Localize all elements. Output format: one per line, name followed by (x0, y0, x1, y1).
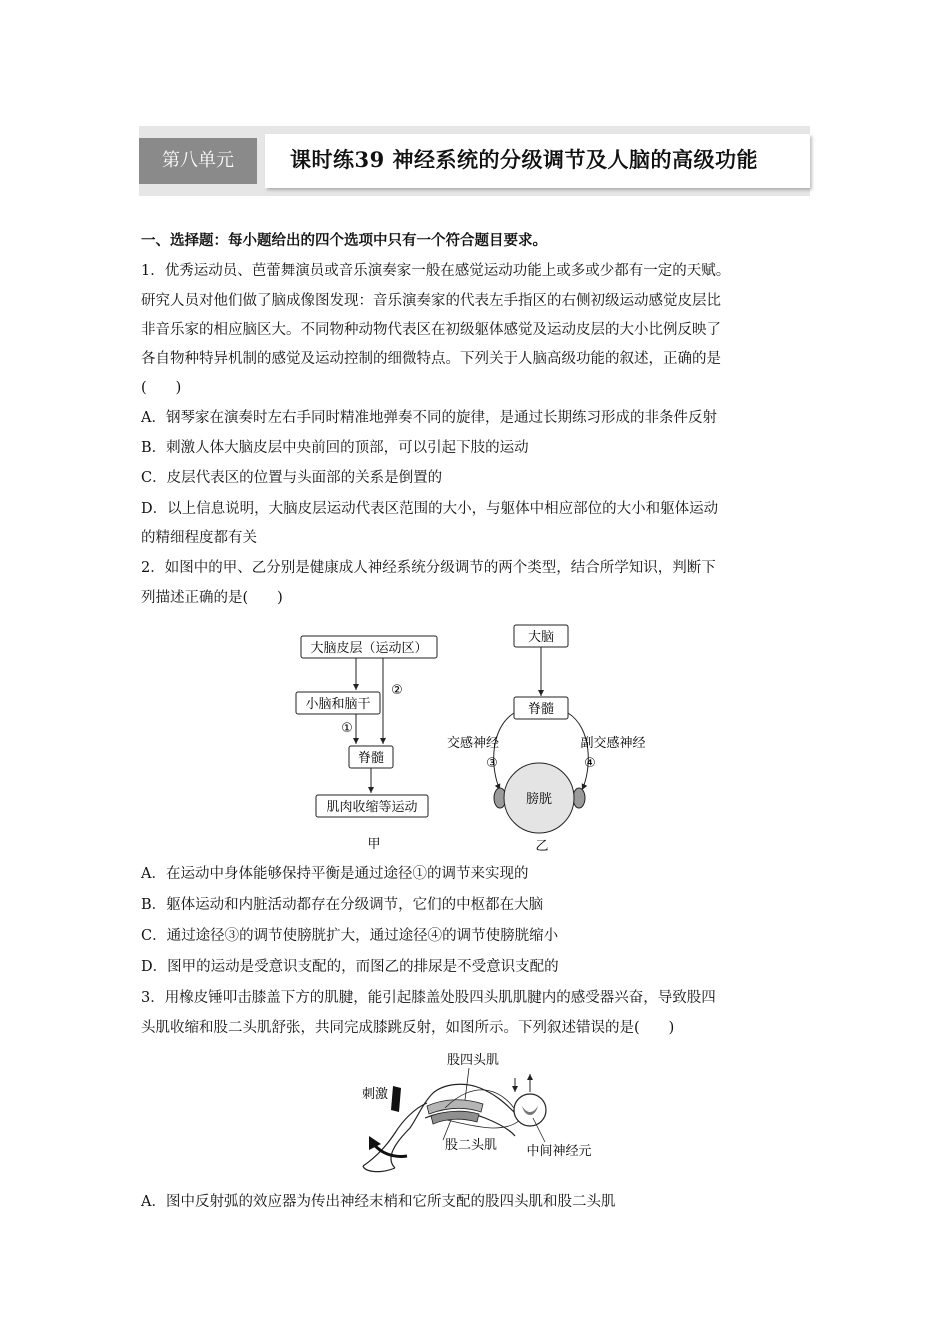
q1-stem-line: 1．优秀运动员、芭蕾舞演员或音乐演奏家一般在感觉运动功能上或多或少都有一定的天赋。 (141, 263, 731, 279)
page-title: 课时练39 神经系统的分级调节及人脑的高级功能 (290, 147, 759, 172)
parasympathetic-path (568, 713, 588, 790)
parasympathetic-label: 副交感神经 (580, 736, 646, 751)
q2-option-d: D．图甲的运动是受意识支配的，而图乙的排尿是不受意识支配的 (141, 959, 559, 975)
caption-yi: 乙 (535, 839, 549, 854)
q2-stem-line: 列描述正确的是( ) (141, 590, 283, 606)
sympathetic-label: 交感神经 (446, 736, 500, 751)
q1-answer-blank: ( ) (141, 380, 182, 396)
sphincter-right (573, 788, 585, 808)
efferent-nerve (447, 1120, 520, 1128)
q3-stem-line: 头肌收缩和股二头肌舒张，共同完成膝跳反射，如图所示。下列叙述错误的是( ) (141, 1020, 675, 1036)
q3-stem-line: 3．用橡皮锤叩击膝盖下方的肌腱，能引起膝盖处股四头肌肌腱内的感受器兴奋，导致股四 (141, 990, 716, 1006)
hammer-icon (391, 1086, 401, 1112)
cortex-label: 大脑皮层（运动区） (310, 641, 428, 656)
brain-label: 大脑 (527, 630, 555, 645)
q1-option-b: B．刺激人体大脑皮层中央前回的顶部，可以引起下肢的运动 (141, 440, 529, 456)
q1-option-a: A．钢琴家在演奏时左右手同时精准地弹奏不同的旋律，是通过长期练习形成的非条件反射 (141, 410, 717, 426)
q2-stem-line: 2．如图中的甲、乙分别是健康成人神经系统分级调节的两个类型，结合所学知识，判断下 (141, 560, 716, 576)
q1-option-c: C．皮层代表区的位置与头面部的关系是倒置的 (141, 470, 443, 486)
leg-outline-upper (391, 1084, 515, 1168)
path-3-label: ③ (486, 756, 498, 771)
q3-option-a: A．图中反射弧的效应器为传出神经末梢和它所支配的股四头肌和股二头肌 (141, 1194, 616, 1210)
path-2-label: ② (391, 683, 403, 698)
q2-option-c: C．通过途径③的调节使膀胱扩大，通过途径④的调节使膀胱缩小 (141, 928, 559, 944)
q3-figure (355, 1048, 615, 1180)
section-heading: 一、选择题：每小题给出的四个选项中只有一个符合题目要求。 (141, 233, 547, 249)
q1-stem-line: 各自物种特异机制的感觉及运动控制的细微特点。下列关于人脑高级功能的叙述，正确的是 (141, 351, 721, 367)
caption-jia: 甲 (367, 837, 381, 852)
spinal-cord-section (514, 1094, 546, 1126)
q1-option-d: D．以上信息说明，大脑皮层运动代表区范围的大小，与躯体中相应部位的大小和躯体运动 (141, 501, 719, 517)
biceps-label: 股二头肌 (444, 1138, 498, 1153)
q1-stem-line: 研究人员对他们做了脑成像图发现：音乐演奏家的代表左手指区的右侧初级运动感觉皮层比 (141, 293, 721, 309)
unit-label: 第八单元 (139, 138, 257, 184)
spinal-label-yi: 脊髓 (527, 702, 555, 717)
spinal-label-jia: 脊髓 (357, 751, 385, 766)
q2-option-b: B．躯体运动和内脏活动都存在分级调节，它们的中枢都在大脑 (141, 897, 544, 913)
foot-outline (363, 1166, 395, 1172)
leader-biceps (443, 1120, 451, 1140)
muscle-label: 肌肉收缩等运动 (326, 800, 418, 815)
q2-option-a: A．在运动中身体能够保持平衡是通过途径①的调节来实现的 (141, 866, 529, 882)
bladder-label: 膀胱 (525, 792, 553, 807)
quadriceps-label: 股四头肌 (446, 1053, 500, 1068)
interneuron-label: 中间神经元 (526, 1144, 592, 1159)
q2-figure (290, 618, 670, 858)
path-1-label: ① (341, 721, 353, 736)
path-4-label: ④ (584, 756, 596, 771)
q1-option-d-cont: 的精细程度都有关 (141, 530, 257, 546)
stimulus-label: 刺激 (361, 1087, 389, 1102)
cerebellum-label: 小脑和脑干 (305, 697, 371, 712)
q1-stem-line: 非音乐家的相应脑区大。不同物种动物代表区在初级躯体感觉及运动皮层的大小比例反映了 (141, 322, 721, 338)
